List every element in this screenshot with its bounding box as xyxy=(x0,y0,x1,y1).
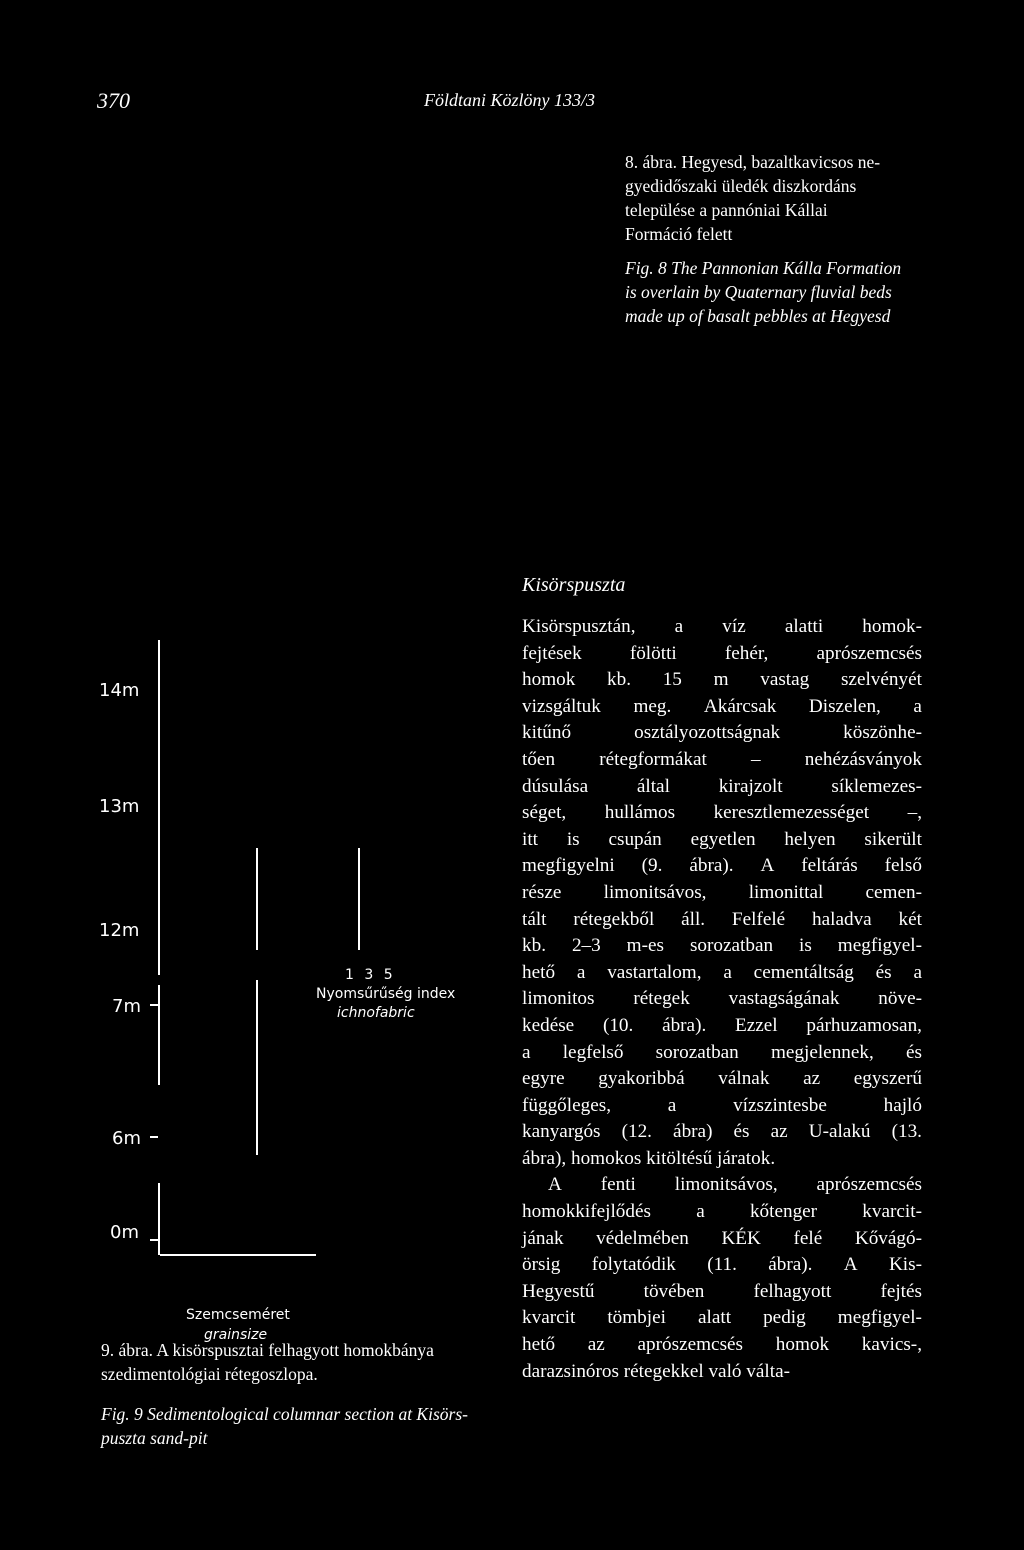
depth-label: 7m xyxy=(112,996,141,1017)
depth-label: 14m xyxy=(99,680,140,701)
body-line: kb. 2–3 m-es sorozatban is megfigyel- xyxy=(522,935,922,957)
depth-tick xyxy=(150,1004,158,1006)
caption-line: is overlain by Quaternary fluvial beds xyxy=(625,282,892,302)
body-line: dúsulása által kirajzolt síklemezes- xyxy=(522,775,922,797)
body-line: tált rétegekből áll. Felfelé haladva két xyxy=(522,908,922,930)
body-line: tően rétegformákat – nehézásványok xyxy=(522,748,922,770)
body-line: egyre gyakoribbá válnak az egyszerű xyxy=(522,1068,922,1090)
body-line: limonitos rétegek vastagságának növe- xyxy=(522,988,922,1010)
grainsize-label-hungarian: Szemcseméret xyxy=(186,1307,290,1323)
body-line: Kisörspusztán, a víz alatti homok- xyxy=(522,616,922,637)
body-line: megfigyelni (9. ábra). A feltárás felső xyxy=(522,855,922,877)
caption-line: puszta sand-pit xyxy=(101,1428,208,1448)
body-line: örsig folytatódik (11. ábra). A Kis- xyxy=(522,1254,922,1276)
body-line: kanyargós (12. ábra) és az U-alakú (13. xyxy=(522,1121,922,1143)
column-line xyxy=(358,848,360,950)
fig8-caption-hungarian xyxy=(625,150,925,246)
depth-axis-segment xyxy=(158,1183,160,1255)
caption-line: 8. ábra. Hegyesd, bazaltkavicsos ne- xyxy=(625,152,881,172)
body-line: a legfelső sorozatban megjelennek, és xyxy=(522,1041,922,1063)
caption-line: Formáció felett xyxy=(625,224,733,244)
caption-line: made up of basalt pebbles at Hegyesd xyxy=(625,306,891,326)
body-line: függőleges, a vízszintesbe hajló xyxy=(522,1094,922,1116)
body-line: hető a vastartalom, a cementáltság és a xyxy=(522,961,922,983)
body-line: homok kb. 15 m vastag szelvényét xyxy=(522,669,922,691)
depth-label: 6m xyxy=(112,1128,141,1149)
fig9-caption-hungarian xyxy=(101,1338,493,1386)
caption-line: gyedidőszaki üledék diszkordáns xyxy=(625,176,857,196)
grainsize-label-english: grainsize xyxy=(204,1327,268,1343)
body-line: darazsinóros rétegekkel való válta- xyxy=(522,1360,790,1382)
column-line xyxy=(256,980,258,1155)
body-line: kvarcit tömbjei alatt pedig megfigyel- xyxy=(522,1307,922,1329)
ichnofabric-label-english: ichnofabric xyxy=(337,1005,415,1021)
body-line: kitűnő osztályozottságnak köszönhe- xyxy=(522,722,922,744)
column-line xyxy=(256,848,258,950)
journal-title: Földtani Közlöny 133/3 xyxy=(424,90,595,110)
depth-tick xyxy=(150,1136,158,1138)
section-title: Kisörspuszta xyxy=(522,574,626,596)
ichnofabric-label-hungarian: Nyomsűrűség index xyxy=(316,986,456,1002)
body-line: itt is csupán egyetlen helyen sikerült xyxy=(522,828,922,850)
caption-line: Fig. 8 The Pannonian Kálla Formation xyxy=(625,258,902,278)
body-line: jának védelmében KÉK felé Kővágó- xyxy=(522,1227,922,1249)
depth-axis-segment xyxy=(158,640,160,975)
caption-line: Fig. 9 Sedimentological columnar section at Kisörs- xyxy=(101,1404,468,1424)
grainsize-axis xyxy=(160,1254,316,1256)
body-line: fejtések fölötti fehér, aprószemcsés xyxy=(522,642,922,664)
ichnofabric-scale: 1 3 5 xyxy=(345,967,393,983)
body-line: homokkifejlődés a kőtenger kvarcit- xyxy=(522,1201,922,1223)
depth-label: 0m xyxy=(110,1222,139,1243)
body-line: vizsgáltuk meg. Akárcsak Diszelen, a xyxy=(522,695,922,717)
body-line: Hegyestű tövében felhagyott fejtés xyxy=(522,1280,922,1302)
depth-axis-segment xyxy=(158,985,160,1085)
body-line: ábra), homokos kitöltésű járatok. xyxy=(522,1147,776,1169)
fig9-caption-english xyxy=(101,1402,493,1450)
body-line: séget, hullámos keresztlemezességet –, xyxy=(522,802,922,824)
depth-tick xyxy=(150,1239,158,1241)
caption-line: szedimentológiai rétegoszlopa. xyxy=(101,1364,318,1384)
body-line: kedése (10. ábra). Ezzel párhuzamosan, xyxy=(522,1014,922,1036)
body-line: A fenti limonitsávos, aprószemcsés xyxy=(548,1174,922,1196)
page-number: 370 xyxy=(97,88,130,113)
body-line: része limonitsávos, limonittal cemen- xyxy=(522,881,922,903)
caption-line: települése a pannóniai Kállai xyxy=(625,200,828,220)
body-text xyxy=(522,614,922,1385)
depth-label: 13m xyxy=(99,796,140,817)
depth-label: 12m xyxy=(99,920,140,941)
caption-line: 9. ábra. A kisörspusztai felhagyott homokbánya xyxy=(101,1340,434,1360)
fig8-caption-english xyxy=(625,256,925,328)
body-line: hető az aprószemcsés homok kavics-, xyxy=(522,1334,922,1356)
